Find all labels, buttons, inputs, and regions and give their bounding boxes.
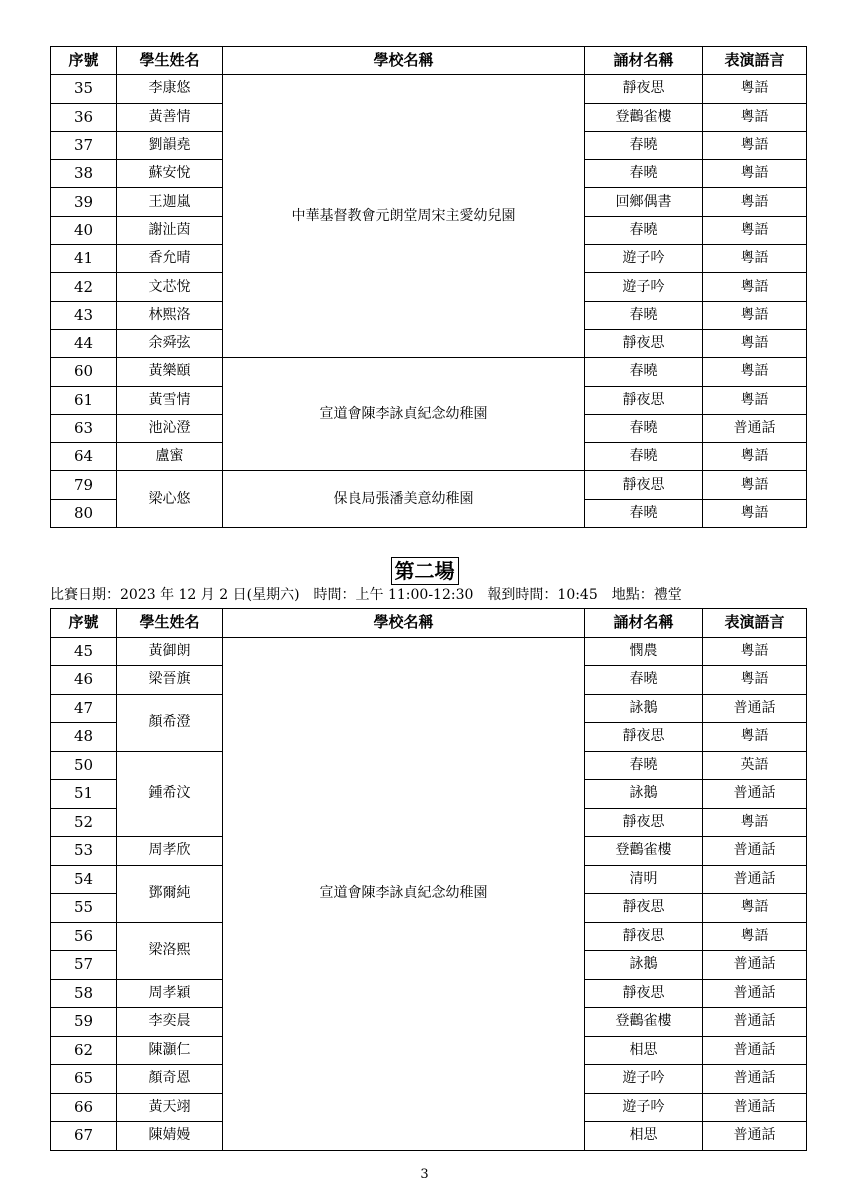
student-name: 陳灝仁 bbox=[117, 1036, 223, 1065]
student-name: 李康悠 bbox=[117, 75, 223, 103]
row-number: 50 bbox=[51, 751, 117, 780]
student-name: 黃御朗 bbox=[117, 637, 223, 666]
student-name: 鄧爾純 bbox=[117, 865, 223, 922]
material-name: 登鸛雀樓 bbox=[585, 103, 703, 131]
header-name: 學生姓名 bbox=[117, 609, 223, 638]
row-number: 54 bbox=[51, 865, 117, 894]
student-name: 余舜弦 bbox=[117, 329, 223, 357]
student-name: 鍾希汶 bbox=[117, 751, 223, 837]
material-name: 詠鵝 bbox=[585, 951, 703, 980]
material-name: 登鸛雀樓 bbox=[585, 1008, 703, 1037]
material-name: 登鸛雀樓 bbox=[585, 837, 703, 866]
performance-language: 粵語 bbox=[703, 273, 807, 301]
student-name: 周孝穎 bbox=[117, 979, 223, 1008]
performance-language: 粵語 bbox=[703, 637, 807, 666]
row-number: 56 bbox=[51, 922, 117, 951]
material-name: 詠鵝 bbox=[585, 694, 703, 723]
performance-language: 普通話 bbox=[703, 951, 807, 980]
material-name: 憫農 bbox=[585, 637, 703, 666]
student-name: 王迦嵐 bbox=[117, 188, 223, 216]
performance-language: 粵語 bbox=[703, 471, 807, 499]
material-name: 靜夜思 bbox=[585, 808, 703, 837]
performance-language: 粵語 bbox=[703, 443, 807, 471]
row-number: 37 bbox=[51, 131, 117, 159]
performance-language: 粵語 bbox=[703, 216, 807, 244]
performance-language: 粵語 bbox=[703, 723, 807, 752]
session-date: 比賽日期：2023 年 12 月 2 日(星期六) bbox=[50, 587, 300, 603]
student-name: 顏奇恩 bbox=[117, 1065, 223, 1094]
row-number: 59 bbox=[51, 1008, 117, 1037]
table-row bbox=[51, 358, 807, 386]
student-name: 陳婧嫚 bbox=[117, 1122, 223, 1151]
student-name: 黃樂頤 bbox=[117, 358, 223, 386]
performance-language: 粵語 bbox=[703, 245, 807, 273]
header-school: 學校名稱 bbox=[223, 609, 585, 638]
student-name: 蘇安悅 bbox=[117, 160, 223, 188]
school-name: 中華基督教會元朗堂周宋主愛幼兒園 bbox=[223, 75, 585, 358]
row-number: 40 bbox=[51, 216, 117, 244]
student-name: 林熙洛 bbox=[117, 301, 223, 329]
student-name: 李奕晨 bbox=[117, 1008, 223, 1037]
row-number: 52 bbox=[51, 808, 117, 837]
student-name: 黃雪情 bbox=[117, 386, 223, 414]
session-report-time: 報到時間：10:45 bbox=[487, 587, 598, 603]
performance-language: 粵語 bbox=[703, 329, 807, 357]
material-name: 春曉 bbox=[585, 131, 703, 159]
header-language: 表演語言 bbox=[703, 609, 807, 638]
student-name: 黃善情 bbox=[117, 103, 223, 131]
performance-language: 英語 bbox=[703, 751, 807, 780]
row-number: 36 bbox=[51, 103, 117, 131]
header-material: 誦材名稱 bbox=[585, 609, 703, 638]
performance-language: 普通話 bbox=[703, 837, 807, 866]
performance-language: 粵語 bbox=[703, 922, 807, 951]
material-name: 靜夜思 bbox=[585, 723, 703, 752]
material-name: 遊子吟 bbox=[585, 1093, 703, 1122]
row-number: 46 bbox=[51, 666, 117, 695]
material-name: 春曉 bbox=[585, 443, 703, 471]
material-name: 相思 bbox=[585, 1122, 703, 1151]
material-name: 春曉 bbox=[585, 499, 703, 527]
performance-language: 普通話 bbox=[703, 780, 807, 809]
student-name: 黃天翊 bbox=[117, 1093, 223, 1122]
school-name: 宣道會陳李詠貞紀念幼稚園 bbox=[223, 358, 585, 471]
material-name: 遊子吟 bbox=[585, 1065, 703, 1094]
row-number: 60 bbox=[51, 358, 117, 386]
student-name: 謝沚茵 bbox=[117, 216, 223, 244]
row-number: 44 bbox=[51, 329, 117, 357]
performance-language: 粵語 bbox=[703, 894, 807, 923]
row-number: 43 bbox=[51, 301, 117, 329]
student-name: 劉韻堯 bbox=[117, 131, 223, 159]
material-name: 靜夜思 bbox=[585, 75, 703, 103]
performance-language: 粵語 bbox=[703, 499, 807, 527]
row-number: 48 bbox=[51, 723, 117, 752]
performance-language: 普通話 bbox=[703, 694, 807, 723]
row-number: 61 bbox=[51, 386, 117, 414]
performance-language: 普通話 bbox=[703, 414, 807, 442]
row-number: 53 bbox=[51, 837, 117, 866]
table-row bbox=[51, 637, 807, 666]
row-number: 64 bbox=[51, 443, 117, 471]
session-time: 時間：上午 11:00-12:30 bbox=[313, 587, 474, 603]
material-name: 詠鵝 bbox=[585, 780, 703, 809]
row-number: 51 bbox=[51, 780, 117, 809]
table-header bbox=[51, 47, 807, 75]
performance-language: 粵語 bbox=[703, 386, 807, 414]
material-name: 清明 bbox=[585, 865, 703, 894]
material-name: 回鄉偶書 bbox=[585, 188, 703, 216]
material-name: 靜夜思 bbox=[585, 329, 703, 357]
performance-language: 粵語 bbox=[703, 75, 807, 103]
performance-language: 普通話 bbox=[703, 1093, 807, 1122]
row-number: 65 bbox=[51, 1065, 117, 1094]
student-name: 顏希澄 bbox=[117, 694, 223, 751]
row-number: 45 bbox=[51, 637, 117, 666]
header-no: 序號 bbox=[51, 609, 117, 638]
student-name: 盧蜜 bbox=[117, 443, 223, 471]
row-number: 38 bbox=[51, 160, 117, 188]
school-name: 宣道會陳李詠貞紀念幼稚園 bbox=[223, 637, 585, 1150]
row-number: 66 bbox=[51, 1093, 117, 1122]
page-number: 3 bbox=[420, 1167, 429, 1182]
material-name: 春曉 bbox=[585, 751, 703, 780]
performance-language: 普通話 bbox=[703, 1008, 807, 1037]
row-number: 67 bbox=[51, 1122, 117, 1151]
student-name: 周孝欣 bbox=[117, 837, 223, 866]
row-number: 47 bbox=[51, 694, 117, 723]
performance-language: 粵語 bbox=[703, 160, 807, 188]
material-name: 春曉 bbox=[585, 414, 703, 442]
row-number: 58 bbox=[51, 979, 117, 1008]
session-venue: 地點：禮堂 bbox=[611, 587, 682, 603]
material-name: 春曉 bbox=[585, 160, 703, 188]
performance-language: 普通話 bbox=[703, 1065, 807, 1094]
material-name: 靜夜思 bbox=[585, 922, 703, 951]
material-name: 靜夜思 bbox=[585, 386, 703, 414]
header-language: 表演語言 bbox=[703, 47, 807, 75]
row-number: 80 bbox=[51, 499, 117, 527]
material-name: 靜夜思 bbox=[585, 471, 703, 499]
row-number: 55 bbox=[51, 894, 117, 923]
row-number: 62 bbox=[51, 1036, 117, 1065]
header-name: 學生姓名 bbox=[117, 47, 223, 75]
row-number: 57 bbox=[51, 951, 117, 980]
performance-language: 粵語 bbox=[703, 358, 807, 386]
performance-language: 普通話 bbox=[703, 865, 807, 894]
table-row bbox=[51, 471, 807, 499]
performance-language: 普通話 bbox=[703, 1036, 807, 1065]
performance-language: 粵語 bbox=[703, 666, 807, 695]
school-name: 保良局張潘美意幼稚園 bbox=[223, 471, 585, 528]
material-name: 相思 bbox=[585, 1036, 703, 1065]
performance-language: 粵語 bbox=[703, 188, 807, 216]
header-material: 誦材名稱 bbox=[585, 47, 703, 75]
student-name: 文芯悅 bbox=[117, 273, 223, 301]
student-name: 香允晴 bbox=[117, 245, 223, 273]
student-name: 梁洛熙 bbox=[117, 922, 223, 979]
session2-table bbox=[50, 608, 807, 1151]
material-name: 春曉 bbox=[585, 358, 703, 386]
row-number: 63 bbox=[51, 414, 117, 442]
row-number: 79 bbox=[51, 471, 117, 499]
material-name: 遊子吟 bbox=[585, 273, 703, 301]
material-name: 春曉 bbox=[585, 216, 703, 244]
performance-language: 粵語 bbox=[703, 301, 807, 329]
performance-language: 普通話 bbox=[703, 979, 807, 1008]
header-no: 序號 bbox=[51, 47, 117, 75]
session-info bbox=[50, 585, 810, 605]
session-title bbox=[0, 557, 849, 585]
material-name: 春曉 bbox=[585, 301, 703, 329]
performance-language: 粵語 bbox=[703, 103, 807, 131]
student-name: 梁晉旗 bbox=[117, 666, 223, 695]
student-name: 池沁澄 bbox=[117, 414, 223, 442]
material-name: 遊子吟 bbox=[585, 245, 703, 273]
header-school: 學校名稱 bbox=[223, 47, 585, 75]
session-title-box: 第二場 bbox=[391, 557, 459, 585]
row-number: 41 bbox=[51, 245, 117, 273]
material-name: 靜夜思 bbox=[585, 979, 703, 1008]
student-name: 梁心悠 bbox=[117, 471, 223, 528]
row-number: 39 bbox=[51, 188, 117, 216]
material-name: 春曉 bbox=[585, 666, 703, 695]
session1-table bbox=[50, 46, 807, 528]
performance-language: 粵語 bbox=[703, 131, 807, 159]
performance-language: 粵語 bbox=[703, 808, 807, 837]
material-name: 靜夜思 bbox=[585, 894, 703, 923]
performance-language: 普通話 bbox=[703, 1122, 807, 1151]
table-row bbox=[51, 75, 807, 103]
table-header bbox=[51, 609, 807, 638]
row-number: 42 bbox=[51, 273, 117, 301]
row-number: 35 bbox=[51, 75, 117, 103]
